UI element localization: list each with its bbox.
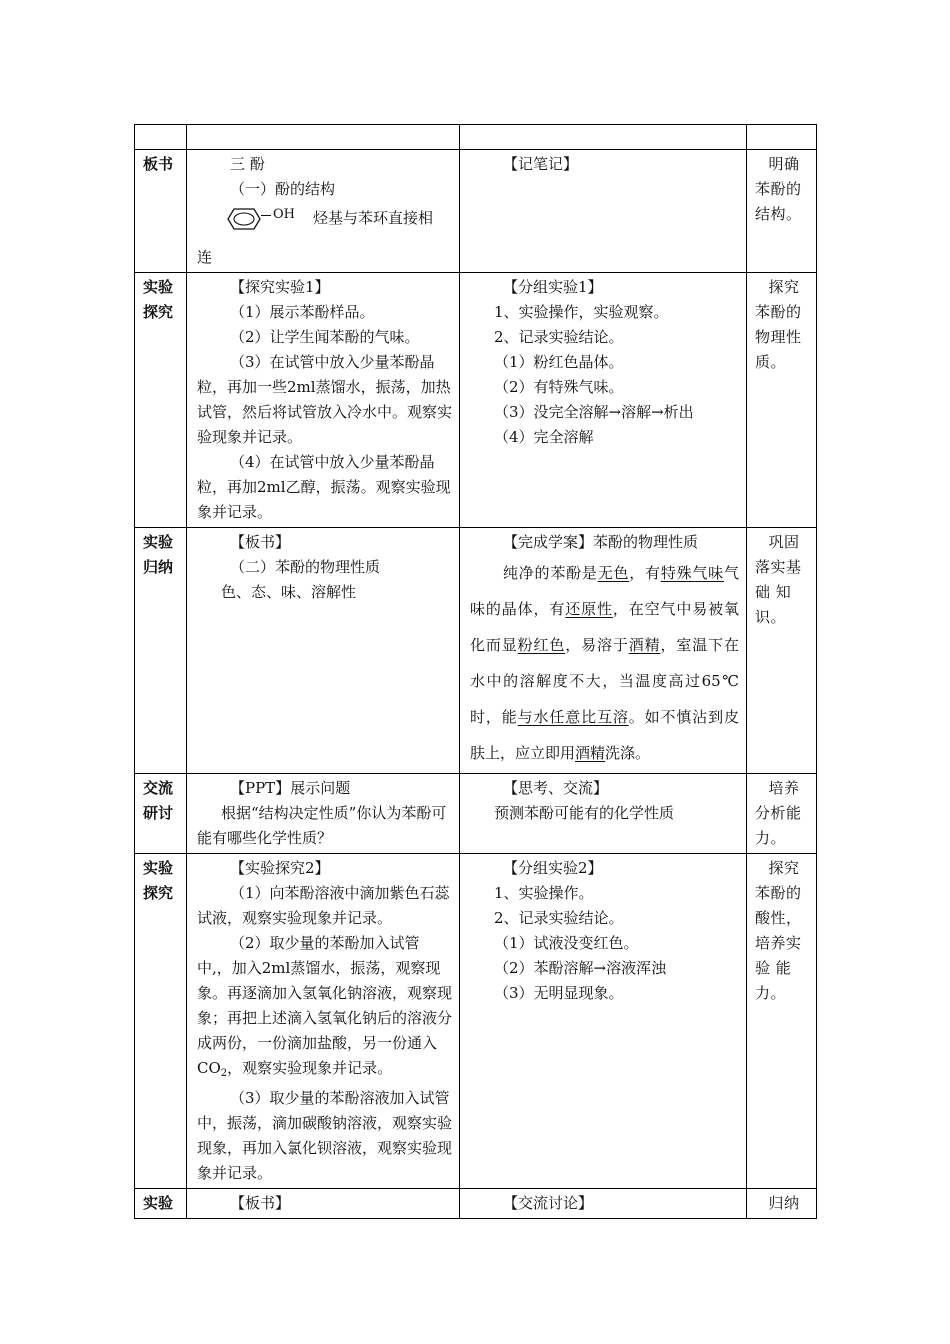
student-step: （1）试液没变红色。: [494, 934, 639, 952]
teacher-step: （4）在试管中放入少量苯酚晶粒，再加2ml乙醇，振荡。观察实验现象并记录。: [197, 453, 451, 521]
row-label: 实验: [135, 1189, 187, 1219]
cell-student: [460, 1189, 747, 1219]
goal-line: 识。: [755, 608, 787, 626]
cell-teacher: [187, 150, 460, 273]
goal-line: 苯酚的: [755, 884, 802, 902]
table-row-structure: [135, 150, 817, 273]
cell-student: [460, 774, 747, 854]
teacher-step: （1）向苯酚溶液中滴加紫色石蕊试液，观察实验现象并记录。: [197, 884, 450, 927]
answer-blank: 与水任意比互溶: [517, 708, 629, 726]
teacher-step: （二）苯酚的物理性质: [230, 558, 381, 576]
teacher-step: （3）取少量的苯酚溶液加入试管中，振荡，滴加碳酸钠溶液，观察实验现象，再加入氯化钡溶液，观察实验现象并记录。: [197, 1089, 453, 1182]
answer-blank: 酒精: [628, 636, 661, 654]
table-row-discussion: [135, 774, 817, 854]
lesson-plan-table: [134, 124, 817, 1219]
phenol-structure: [197, 206, 452, 231]
benzene-ring-icon: [227, 208, 261, 230]
goal-line: 培养实: [755, 934, 802, 952]
cell-student: [460, 150, 747, 273]
teacher-question: 根据“结构决定性质”你认为苯酚可能有哪些化学性质？: [197, 804, 447, 847]
student-activity: 【记笔记】: [503, 155, 579, 173]
row-label-line: 探究: [143, 884, 174, 902]
goal-line: 酸性，: [755, 909, 802, 927]
row-label-line: 归纳: [143, 558, 174, 576]
cell-goal: [747, 125, 817, 150]
cell-student: [460, 273, 747, 528]
text: 气味的晶体，有: [470, 564, 739, 618]
row-label: [135, 854, 187, 1189]
table-row-blank: [135, 125, 817, 150]
text: ，在空气中易被氧化而显: [470, 600, 739, 654]
student-heading: 【完成学案】苯酚的物理性质: [503, 533, 699, 551]
cell-teacher: [187, 528, 460, 774]
teacher-step: （1）展示苯酚样品。: [230, 303, 375, 321]
teacher-step: 色、态、味、溶解性: [221, 583, 357, 601]
answer-blank: 特殊气味: [660, 564, 724, 582]
row-label-line: 实验: [143, 859, 174, 877]
teacher-heading: 【探究实验1】: [230, 278, 330, 296]
student-step: （3）无明显现象。: [494, 984, 624, 1002]
cell-label: [135, 125, 187, 150]
teacher-heading: 【实验探究2】: [230, 859, 330, 877]
teacher-heading: 【PPT】展示问题: [230, 779, 351, 797]
student-step: 1、实验操作。: [494, 884, 594, 902]
row-label-line: 实验: [143, 533, 174, 551]
section-title: 三 酚: [230, 155, 265, 173]
cell-student: [460, 854, 747, 1189]
row-label: 板书: [135, 150, 187, 273]
student-step: 2、记录实验结论。: [494, 328, 624, 346]
answer-blank: 粉红色: [517, 636, 566, 654]
student-step: （1）粉红色晶体。: [494, 353, 624, 371]
goal-line: 分析能: [755, 804, 802, 822]
goal-line: 归纳: [768, 1194, 800, 1212]
subscript: 2: [220, 1068, 228, 1079]
student-heading: 【分组实验2】: [503, 859, 603, 877]
row-label-line: 研讨: [143, 804, 174, 822]
goal-line: 苯酚的: [755, 303, 802, 321]
cell-teacher: [187, 273, 460, 528]
teacher-heading: 【板书】: [230, 533, 291, 551]
goal-line: 明确: [768, 155, 800, 173]
student-step: （2）苯酚溶解→溶液浑浊: [494, 959, 667, 977]
goal-line: 培养: [768, 779, 800, 797]
cell-student: [460, 528, 747, 774]
structure-description: 烃基与苯环直接相: [313, 209, 434, 227]
table-row-summary: [135, 528, 817, 774]
text: ，观察实验现象并记录。: [227, 1059, 393, 1077]
bond-line: [261, 215, 271, 216]
goal-line: 探究: [768, 278, 800, 296]
goal-line: 力。: [755, 829, 787, 847]
cell-goal: [747, 528, 817, 774]
student-step: （3）没完全溶解→溶解→析出: [494, 403, 694, 421]
answer-blank: 还原性: [565, 600, 613, 618]
student-step: （4）完全溶解: [494, 428, 594, 446]
goal-line: 巩固: [768, 533, 800, 551]
row-label-line: 交流: [143, 779, 174, 797]
goal-line: 础 知: [755, 583, 792, 601]
table-row-experiment-1: [135, 273, 817, 528]
goal-line: 探究: [768, 859, 800, 877]
teacher-step: （2）让学生闻苯酚的气味。: [230, 328, 420, 346]
text: 纯净的苯酚是: [503, 564, 598, 582]
answer-blank: 酒精: [575, 744, 606, 762]
goal-line: 验 能: [755, 959, 792, 977]
text: 洗涤。: [605, 744, 651, 762]
cell-teacher: [187, 854, 460, 1189]
row-label-line: 探究: [143, 303, 174, 321]
teacher-step: [197, 931, 452, 1086]
text: ，有: [629, 564, 661, 582]
goal-line: 落实基: [755, 558, 802, 576]
cell-teacher: [187, 774, 460, 854]
answer-blank: 无色: [597, 564, 630, 582]
student-step: 预测苯酚可能有的化学性质: [494, 804, 675, 822]
table-row-experiment-3: [135, 1189, 817, 1219]
cell-goal: [747, 774, 817, 854]
goal-line: 结构。: [755, 205, 802, 223]
text: ，易溶于: [565, 636, 629, 654]
subsection-title: （一）酚的结构: [230, 180, 336, 198]
worksheet-paragraph: [470, 555, 739, 771]
goal-line: 力。: [755, 984, 787, 1002]
text: 。如不慎沾到皮肤上，应立即用: [470, 708, 739, 762]
cell-student: [460, 125, 747, 150]
student-step: 1、实验操作，实验观察。: [494, 303, 669, 321]
hydroxyl-label: OH: [273, 207, 295, 222]
text: ，室温下在水中的溶解度不大，当温度高过65℃时，能: [470, 636, 739, 726]
cell-teacher: [187, 1189, 460, 1219]
cell-goal: [747, 854, 817, 1189]
cell-goal: [747, 273, 817, 528]
student-heading: 【交流讨论】: [503, 1194, 594, 1212]
row-label-line: 实验: [143, 278, 174, 296]
teacher-step: （3）在试管中放入少量苯酚晶粒，再加一些2ml蒸馏水，振荡，加热试管，然后将试管放入冷水中。观察实验现象并记录。: [197, 353, 453, 446]
student-step: 2、记录实验结论。: [494, 909, 624, 927]
goal-line: 物理性: [755, 328, 802, 346]
student-step: （2）有特殊气味。: [494, 378, 624, 396]
text: （2）取少量的苯酚加入试管中,，加入2ml蒸馏水，振荡，观察现象。再逐滴加入氢氧化钠溶液，观察现象；再把上述滴入氢氧化钠后的溶液分成两份，一份滴加盐酸，另一份通入CO: [197, 934, 453, 1077]
student-heading: 【思考、交流】: [503, 779, 609, 797]
student-heading: 【分组实验1】: [503, 278, 603, 296]
row-label: [135, 273, 187, 528]
table-row-experiment-2: [135, 854, 817, 1189]
cell-goal: [747, 150, 817, 273]
cell-goal: [747, 1189, 817, 1219]
teacher-heading: 【板书】: [230, 1194, 291, 1212]
row-label: [135, 528, 187, 774]
goal-line: 苯酚的: [755, 180, 802, 198]
row-label: [135, 774, 187, 854]
structure-description-cont: 连: [197, 248, 213, 266]
cell-teacher: [187, 125, 460, 150]
goal-line: 质。: [755, 353, 787, 371]
